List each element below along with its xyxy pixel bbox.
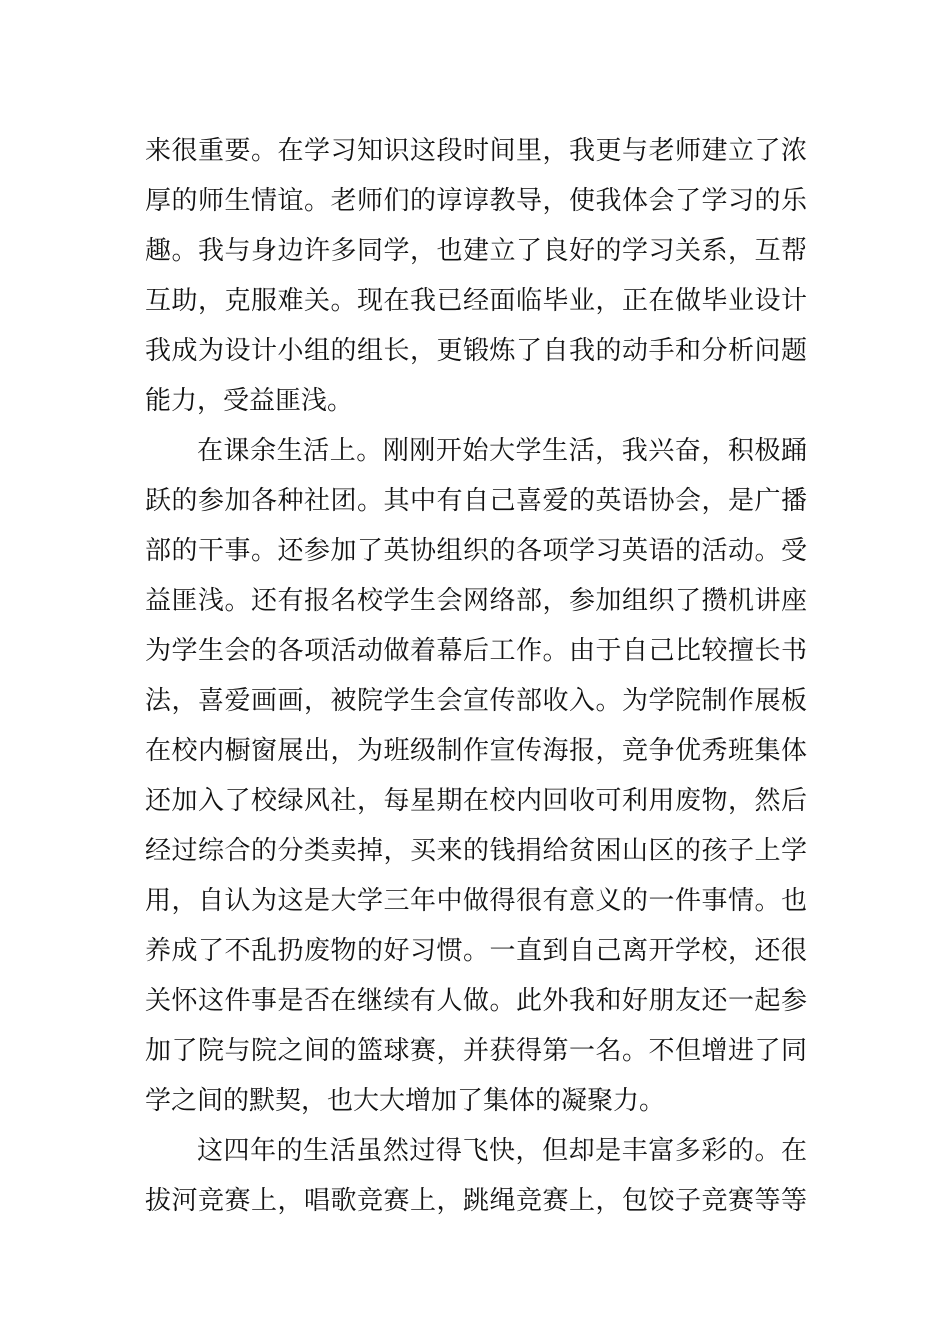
text-line: 经过综合的分类卖掉，买来的钱捐给贫困山区的孩子上学: [145, 836, 807, 866]
text-line: 法，喜爱画画，被院学生会宣传部收入。为学院制作展板: [145, 686, 807, 716]
text-line: 这四年的生活虽然过得飞快，但却是丰富多彩的。在: [197, 1136, 807, 1166]
text-line: 互助，克服难关。现在我已经面临毕业，正在做毕业设计: [145, 286, 807, 316]
text-line: 跃的参加各种社团。其中有自己喜爱的英语协会，是广播: [145, 486, 807, 516]
text-line: 来很重要。在学习知识这段时间里，我更与老师建立了浓: [145, 136, 807, 166]
text-line: 趣。我与身边许多同学，也建立了良好的学习关系，互帮: [145, 236, 807, 266]
text-line: 部的干事。还参加了英协组织的各项学习英语的活动。受: [145, 536, 807, 566]
text-line: 养成了不乱扔废物的好习惯。一直到自己离开学校，还很: [145, 936, 807, 966]
text-line: 在课余生活上。刚刚开始大学生活，我兴奋，积极踊: [197, 436, 807, 466]
document-body: [145, 126, 807, 1226]
text-line: 为学生会的各项活动做着幕后工作。由于自己比较擅长书: [145, 636, 807, 666]
text-line: 用，自认为这是大学三年中做得很有意义的一件事情。也: [145, 886, 807, 916]
text-line: 还加入了校绿风社，每星期在校内回收可利用废物，然后: [145, 786, 807, 816]
text-line: 我成为设计小组的组长，更锻炼了自我的动手和分析问题: [145, 336, 807, 366]
text-line: 加了院与院之间的篮球赛，并获得第一名。不但增进了同: [145, 1036, 807, 1066]
text-line: 拔河竞赛上，唱歌竞赛上，跳绳竞赛上，包饺子竞赛等等: [145, 1186, 807, 1216]
text-line: 厚的师生情谊。老师们的谆谆教导，使我体会了学习的乐: [145, 186, 807, 216]
text-line: 在校内橱窗展出，为班级制作宣传海报，竞争优秀班集体: [145, 736, 807, 766]
text-line: 关怀这件事是否在继续有人做。此外我和好朋友还一起参: [145, 986, 807, 1016]
text-line: 能力，受益匪浅。: [145, 386, 354, 416]
text-line: 学之间的默契，也大大增加了集体的凝聚力。: [145, 1086, 666, 1116]
text-line: 益匪浅。还有报名校学生会网络部，参加组织了攒机讲座: [145, 586, 807, 616]
